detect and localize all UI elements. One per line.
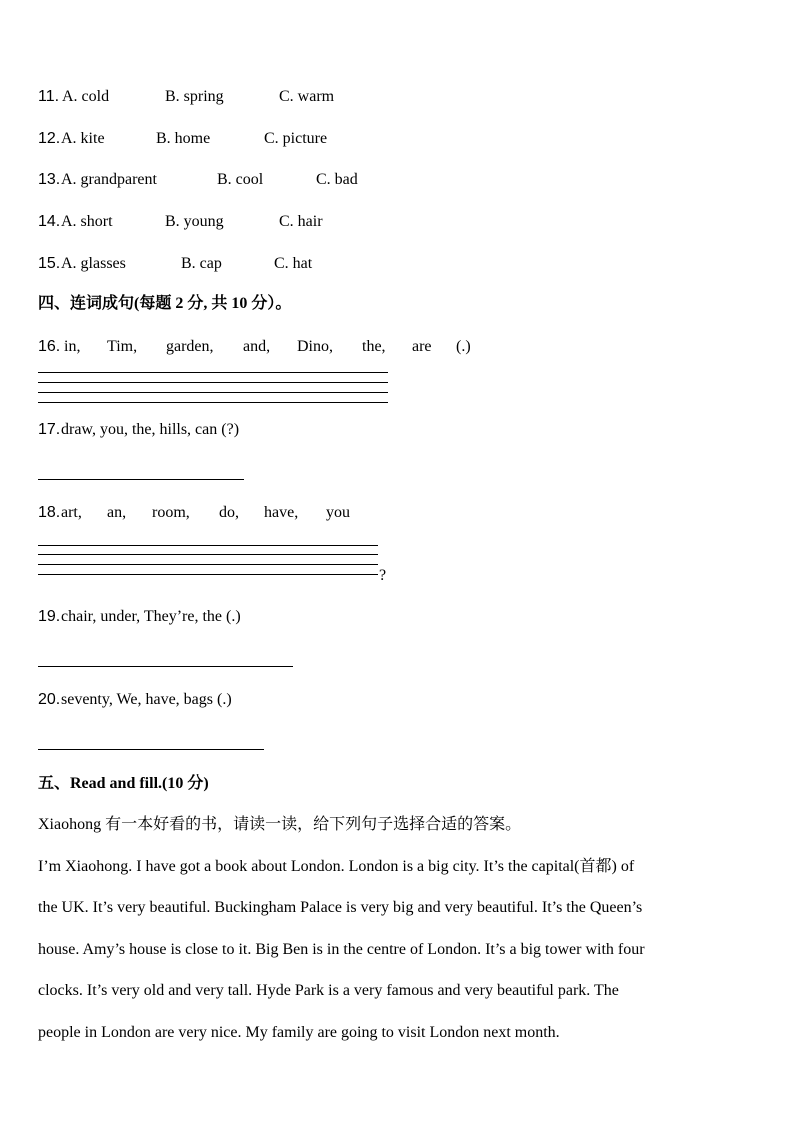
passage-line: house. Amy’s house is close to it. Big Ben is in the centre of London. It’s a big tower with four bbox=[38, 941, 645, 958]
answer-line bbox=[38, 749, 264, 750]
option-b: B. young bbox=[165, 213, 224, 230]
passage-line: I’m Xiaohong. I have got a book about London. London is a big city. It’s the capital(首都) of bbox=[38, 858, 635, 875]
word: room, bbox=[152, 504, 190, 521]
section-5-title: 五、Read and fill.(10 分) bbox=[38, 775, 209, 792]
option-b: B. cap bbox=[181, 255, 222, 272]
question-number: 14. bbox=[38, 213, 61, 230]
word: Dino, bbox=[297, 338, 333, 355]
question-number: 19. bbox=[38, 608, 61, 625]
passage-line: people in London are very nice. My family are going to visit London next month. bbox=[38, 1024, 560, 1041]
question-mark: ? bbox=[379, 567, 387, 584]
option-a: A. glasses bbox=[61, 255, 126, 272]
option-a: A. cold bbox=[62, 88, 110, 105]
question-number: 11. bbox=[38, 88, 60, 105]
option-c: C. hair bbox=[279, 213, 323, 230]
question-words: seventy, We, have, bags (.) bbox=[61, 691, 232, 708]
answer-line bbox=[38, 554, 378, 555]
passage-line: the UK. It’s very beautiful. Buckingham Palace is very big and very beautiful. It’s the Queen’s bbox=[38, 899, 643, 916]
word: art, bbox=[61, 504, 82, 521]
section-5-instruction: Xiaohong 有一本好看的书，请读一读，给下列句子选择合适的答案。 bbox=[38, 816, 522, 833]
option-c: C. hat bbox=[274, 255, 313, 272]
word: have, bbox=[264, 504, 299, 521]
word: the, bbox=[362, 338, 386, 355]
question-number: 18. bbox=[38, 504, 61, 521]
question-number: 12. bbox=[38, 130, 61, 147]
word: garden, bbox=[166, 338, 214, 355]
question-number: 20. bbox=[38, 691, 61, 708]
option-a: A. grandparent bbox=[61, 171, 157, 188]
question-number: 15. bbox=[38, 255, 61, 272]
answer-line bbox=[38, 402, 388, 403]
word: an, bbox=[107, 504, 127, 521]
answer-line bbox=[38, 479, 244, 480]
word: and, bbox=[243, 338, 271, 355]
answer-line bbox=[38, 666, 293, 667]
option-b: B. spring bbox=[165, 88, 224, 105]
question-number: 13. bbox=[38, 171, 61, 188]
answer-line bbox=[38, 564, 378, 565]
option-b: B. cool bbox=[217, 171, 264, 188]
answer-line bbox=[38, 372, 388, 373]
option-b: B. home bbox=[156, 130, 211, 147]
word: do, bbox=[219, 504, 239, 521]
question-words: draw, you, the, hills, can (?) bbox=[61, 421, 240, 438]
question-words: chair, under, They’re, the (.) bbox=[61, 608, 241, 625]
answer-line bbox=[38, 574, 378, 575]
word: in, bbox=[64, 338, 81, 355]
option-a: A. kite bbox=[61, 130, 105, 147]
question-number: 17. bbox=[38, 421, 61, 438]
word: you bbox=[326, 504, 350, 521]
question-number: 16. bbox=[38, 338, 61, 355]
answer-line bbox=[38, 545, 378, 546]
word: (.) bbox=[456, 338, 471, 355]
answer-line bbox=[38, 382, 388, 383]
word: Tim, bbox=[107, 338, 138, 355]
option-c: C. bad bbox=[316, 171, 358, 188]
word: are bbox=[412, 338, 432, 355]
option-c: C. picture bbox=[264, 130, 328, 147]
option-c: C. warm bbox=[279, 88, 335, 105]
answer-line bbox=[38, 392, 388, 393]
passage-line: clocks. It’s very old and very tall. Hyde Park is a very famous and very beautiful park. The bbox=[38, 982, 619, 999]
option-a: A. short bbox=[61, 213, 113, 230]
section-4-title: 四、连词成句(每题 2 分, 共 10 分）。 bbox=[38, 295, 292, 312]
